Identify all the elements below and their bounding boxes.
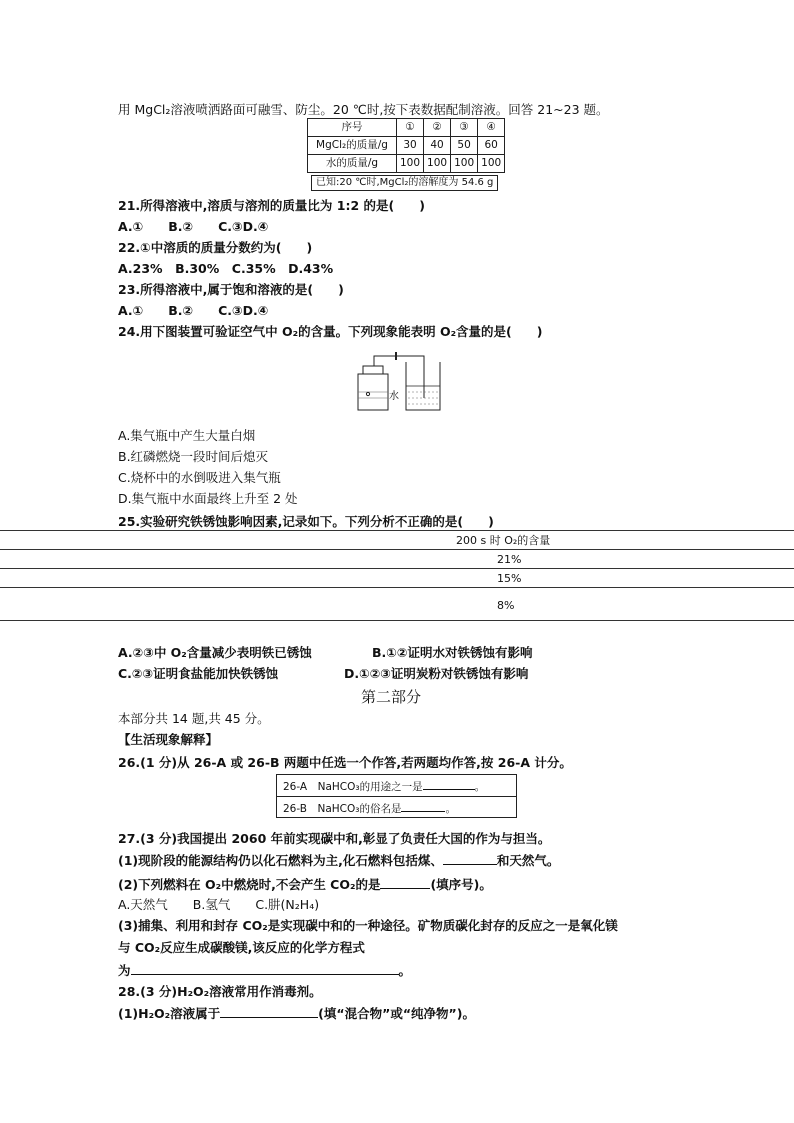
q24-option-a: A.集气瓶中产生大量白烟 [118,428,256,443]
q25-value-1: 21% [497,553,522,566]
q27-equation-blank[interactable] [131,962,399,975]
table-border [0,549,794,550]
mgcl2-table [307,118,505,173]
q26-b-blank[interactable] [401,799,445,812]
q26-a-text: 26-A NaHCO₃的用途之一是 [283,781,423,793]
table-row: 水的质量/g 100 100 100 100 [308,155,505,173]
q25-option-d: D.①②③证明炭粉对铁锈蚀有影响 [344,666,529,681]
table-border [0,530,794,531]
q26-stem: 26.(1 分)从 26-A 或 26-B 两题中任选一个作答,若两题均作答,按 26-A 计分。 [118,755,572,770]
q21-stem: 21.所得溶液中,溶质与溶剂的质量比为 1:2 的是( ) [118,198,425,213]
water-label: 水 [389,391,399,402]
table-row: 序号 ① ② ③ ④ [308,119,505,137]
solubility-note: 已知:20 ℃时,MgCl₂的溶解度为 54.6 g [311,175,498,191]
q21-options: A.① B.② C.③D.④ [118,219,269,234]
q27-part2-blank[interactable] [380,876,430,889]
q27-part2-options: A.天然气 B.氢气 C.肼(N₂H₄) [118,897,320,912]
q22-options: A.23% B.30% C.35% D.43% [118,261,334,276]
q27-part1: (1)现阶段的能源结构仍以化石燃料为主,化石燃料包括煤、 和天然气。 [118,853,560,868]
q26-table [276,774,517,818]
q23-options: A.① B.② C.③D.④ [118,303,269,318]
table-border [0,568,794,569]
q22-stem: 22.①中溶质的质量分数约为( ) [118,240,313,255]
q28-stem: 28.(3 分)H₂O₂溶液常用作消毒剂。 [118,984,322,999]
q26-a-blank[interactable] [423,777,475,790]
table-row: 26-B NaHCO₃的俗名是 。 [277,796,517,818]
q27-stem: 27.(3 分)我国提出 2060 年前实现碳中和,彰显了负责任大国的作为与担当。 [118,831,551,846]
q27-part3-line2: 与 CO₂反应生成碳酸镁,该反应的化学方程式 [118,940,365,955]
q27-part1-blank[interactable] [443,852,497,865]
section-desc: 本部分共 14 题,共 45 分。 [118,711,270,726]
q24-option-d: D.集气瓶中水面最终上升至 2 处 [118,491,298,506]
q26-b-text: 26-B NaHCO₃的俗名是 [283,802,402,815]
table-border [0,587,794,588]
q25-col-header: 200 s 时 O₂的含量 [456,534,551,547]
q27-part2: (2)下列燃料在 O₂中燃烧时,不会产生 CO₂的是 (填序号)。 [118,877,492,892]
q25-stem: 25.实验研究铁锈蚀影响因素,记录如下。下列分析不正确的是( ) [118,514,494,529]
q24-option-c: C.烧杯中的水倒吸进入集气瓶 [118,470,281,485]
q24-option-b: B.红磷燃烧一段时间后熄灭 [118,449,269,464]
q25-option-a: A.②③中 O₂含量减少表明铁已锈蚀 [118,645,312,660]
q25-option-b: B.①②证明水对铁锈蚀有影响 [372,645,533,660]
intro-text: 用 MgCl₂溶液喷洒路面可融雪、防尘。20 ℃时,按下表数据配制溶液。回答 21~23 题。 [118,102,609,117]
q25-option-c: C.②③证明食盐能加快铁锈蚀 [118,666,279,681]
q23-stem: 23.所得溶液中,属于饱和溶液的是( ) [118,282,344,297]
oxygen-apparatus-figure [352,348,448,414]
q25-value-3: 8% [497,599,515,612]
table-border [0,620,794,621]
q24-stem: 24.用下图装置可验证空气中 O₂的含量。下列现象能表明 O₂含量的是( ) [118,324,543,339]
q28-part1: (1)H₂O₂溶液属于 (填“混合物”或“纯净物”)。 [118,1006,475,1021]
section-title: 第二部分 [361,688,422,706]
section-category: 【生活现象解释】 [118,732,219,747]
table-row: MgCl₂的质量/g 30 40 50 60 [308,137,505,155]
q28-part1-blank[interactable] [220,1005,318,1018]
q25-value-2: 15% [497,572,522,585]
q27-part3-line3: 为 。 [118,963,412,978]
q27-part3-line1: (3)捕集、利用和封存 CO₂是实现碳中和的一种途径。矿物质碳化封存的反应之一是氧化镁 [118,918,618,933]
table-row: 26-A NaHCO₃的用途之一是 。 [277,775,517,797]
